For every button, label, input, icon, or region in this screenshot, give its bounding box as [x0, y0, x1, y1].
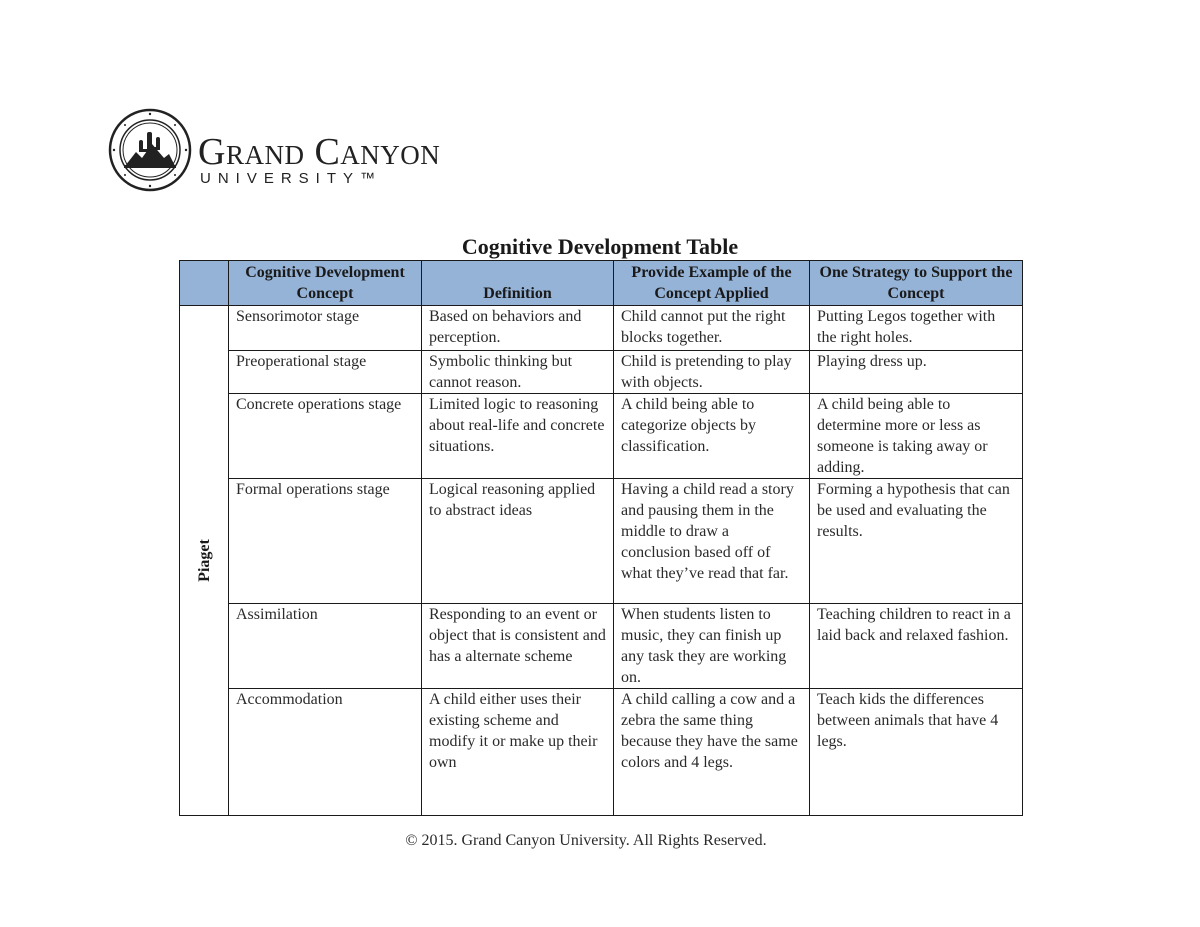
header-strategy: One Strategy to Support the Concept — [810, 261, 1023, 306]
concept-cell: Formal operations stage — [229, 479, 422, 604]
group-label: Piaget — [195, 539, 213, 582]
header-definition: Definition — [422, 261, 614, 306]
strategy-cell: Teach kids the differences between animals that have 4 legs. — [810, 689, 1023, 816]
example-cell: A child calling a cow and a zebra the same thing because they have the same colors and 4 legs. — [614, 689, 810, 816]
definition-cell: Logical reasoning applied to abstract ideas — [422, 479, 614, 604]
strategy-cell: Teaching children to react in a laid back and relaxed fashion. — [810, 604, 1023, 689]
concept-cell: Assimilation — [229, 604, 422, 689]
definition-cell: Symbolic thinking but cannot reason. — [422, 351, 614, 394]
strategy-cell: Playing dress up. — [810, 351, 1023, 394]
university-seal-icon — [108, 108, 192, 192]
example-cell: When students listen to music, they can finish up any task they are working on. — [614, 604, 810, 689]
strategy-cell: Putting Legos together with the right holes. — [810, 306, 1023, 351]
header-group-cell — [180, 261, 229, 306]
wordmark-line1: Grand Canyon — [198, 131, 441, 173]
table-row — [180, 394, 1023, 479]
definition-cell: A child either uses their existing scheme and modify it or make up their own — [422, 689, 614, 816]
copyright-footer: © 2015. Grand Canyon University. All Rights Reserved. — [405, 832, 767, 849]
example-cell: Child cannot put the right blocks together. — [614, 306, 810, 351]
header-concept: Cognitive Development Concept — [229, 261, 422, 306]
example-cell: A child being able to categorize objects by classification. — [614, 394, 810, 479]
table-row — [180, 479, 1023, 604]
concept-cell: Sensorimotor stage — [229, 306, 422, 351]
cognitive-development-table — [179, 260, 1023, 816]
definition-cell: Based on behaviors and perception. — [422, 306, 614, 351]
group-cell — [180, 306, 229, 816]
concept-cell: Preoperational stage — [229, 351, 422, 394]
university-wordmark — [198, 131, 441, 188]
university-logo — [108, 108, 488, 196]
page-title: Cognitive Development Table — [461, 234, 739, 259]
concept-cell: Concrete operations stage — [229, 394, 422, 479]
strategy-cell: Forming a hypothesis that can be used and evaluating the results. — [810, 479, 1023, 604]
definition-cell: Responding to an event or object that is consistent and has a alternate scheme — [422, 604, 614, 689]
table-row — [180, 306, 1023, 351]
concept-cell: Accommodation — [229, 689, 422, 816]
table-header-row — [180, 261, 1023, 306]
table-row — [180, 351, 1023, 394]
table-row — [180, 604, 1023, 689]
table-row — [180, 689, 1023, 816]
strategy-cell: A child being able to determine more or less as someone is taking away or adding. — [810, 394, 1023, 479]
wordmark-line2: UNIVERSITY™ — [200, 170, 383, 187]
example-cell: Child is pretending to play with objects. — [614, 351, 810, 394]
definition-cell: Limited logic to reasoning about real-life and concrete situations. — [422, 394, 614, 479]
example-cell: Having a child read a story and pausing them in the middle to draw a conclusion based off of what they’ve read that far. — [614, 479, 810, 604]
header-example: Provide Example of the Concept Applied — [614, 261, 810, 306]
